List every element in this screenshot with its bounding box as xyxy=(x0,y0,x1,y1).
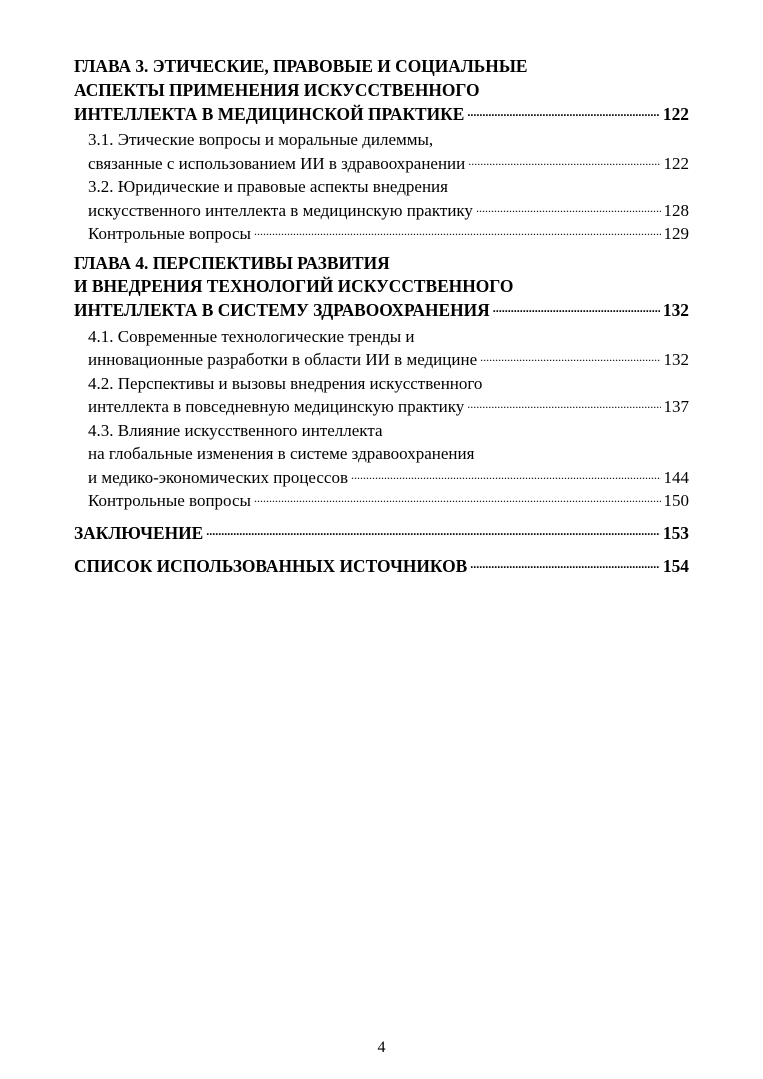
dot-leader xyxy=(467,102,660,119)
page-ref: 128 xyxy=(663,200,689,220)
page-ref: 132 xyxy=(663,350,689,370)
chapter-title-line: АСПЕКТЫ ПРИМЕНЕНИЯ ИСКУССТВЕННОГО xyxy=(74,79,480,100)
chapter-title-line: ИНТЕЛЛЕКТА В МЕДИЦИНСКОЙ ПРАКТИКЕ ..... 122 xyxy=(74,102,689,126)
page-ref: 154 xyxy=(662,556,689,577)
page-ref: 150 xyxy=(663,491,689,511)
chapter-title-line: ИНТЕЛЛЕКТА В СИСТЕМУ ЗДРАВООХРАНЕНИЯ ..... 132 xyxy=(74,299,689,323)
toc-questions-3[interactable] xyxy=(74,222,689,246)
toc-section-4-3[interactable] xyxy=(74,419,689,490)
section-title-line: Контрольные вопросы ..... 129 xyxy=(74,222,689,246)
section-title-line: инновационные разработки в области ИИ в медицине ..... 132 xyxy=(74,348,689,372)
chapter-title-line: ЗАКЛЮЧЕНИЕ ..... 153 xyxy=(74,522,689,546)
toc-section-4-2[interactable] xyxy=(74,372,689,419)
table-of-contents xyxy=(74,55,689,579)
dot-leader xyxy=(467,395,660,412)
chapter-title-line: И ВНЕДРЕНИЯ ТЕХНОЛОГИЙ ИСКУССТВЕННОГО xyxy=(74,276,514,297)
section-title-line: 4.1. Современные технологические тренды и xyxy=(88,326,415,346)
dot-leader xyxy=(254,222,661,239)
toc-chapter-3[interactable] xyxy=(74,55,689,126)
section-title-line: 3.2. Юридические и правовые аспекты внедрения xyxy=(88,177,448,197)
dot-leader xyxy=(254,489,661,506)
section-title-line: на глобальные изменения в системе здравоохранения xyxy=(88,444,475,464)
toc-section-3-2[interactable] xyxy=(74,175,689,222)
section-title-line: и медико-экономических процессов ..... 144 xyxy=(74,466,689,490)
section-title-line: Контрольные вопросы ..... 150 xyxy=(74,489,689,513)
dot-leader xyxy=(480,348,660,365)
page-ref: 153 xyxy=(662,523,689,544)
toc-section-4-1[interactable] xyxy=(74,325,689,372)
toc-references[interactable] xyxy=(74,555,689,579)
dot-leader xyxy=(468,152,660,169)
dot-leader xyxy=(206,522,660,539)
toc-section-3-1[interactable] xyxy=(74,128,689,175)
section-title-line: связанные с использованием ИИ в здравоохранении ..... 122 xyxy=(74,152,689,176)
page-ref: 132 xyxy=(662,300,689,321)
section-title-line: 4.3. Влияние искусственного интеллекта xyxy=(88,420,383,440)
toc-conclusion[interactable] xyxy=(74,522,689,546)
section-title-line: искусственного интеллекта в медицинскую практику ..... 128 xyxy=(74,199,689,223)
section-title-line: 3.1. Этические вопросы и моральные дилеммы, xyxy=(88,130,434,150)
page-ref: 122 xyxy=(663,153,689,173)
page-ref: 137 xyxy=(663,397,689,417)
chapter-title-line: СПИСОК ИСПОЛЬЗОВАННЫХ ИСТОЧНИКОВ ..... 154 xyxy=(74,555,689,579)
section-title-line: 4.2. Перспективы и вызовы внедрения искусственного xyxy=(88,373,483,393)
page-ref: 129 xyxy=(663,224,689,244)
toc-chapter-4[interactable] xyxy=(74,252,689,323)
page-ref: 122 xyxy=(662,103,689,124)
page-ref: 144 xyxy=(663,467,689,487)
chapter-title-line: ГЛАВА 4. ПЕРСПЕКТИВЫ РАЗВИТИЯ xyxy=(74,252,390,273)
chapter-title-line: ГЛАВА 3. ЭТИЧЕСКИЕ, ПРАВОВЫЕ И СОЦИАЛЬНЫЕ xyxy=(74,56,528,76)
dot-leader xyxy=(493,299,660,316)
dot-leader xyxy=(476,199,661,216)
page-number: 4 xyxy=(377,1039,386,1056)
toc-questions-4[interactable] xyxy=(74,489,689,513)
dot-leader xyxy=(351,466,660,483)
section-title-line: интеллекта в повседневную медицинскую практику ..... 137 xyxy=(74,395,689,419)
dot-leader xyxy=(470,555,660,572)
